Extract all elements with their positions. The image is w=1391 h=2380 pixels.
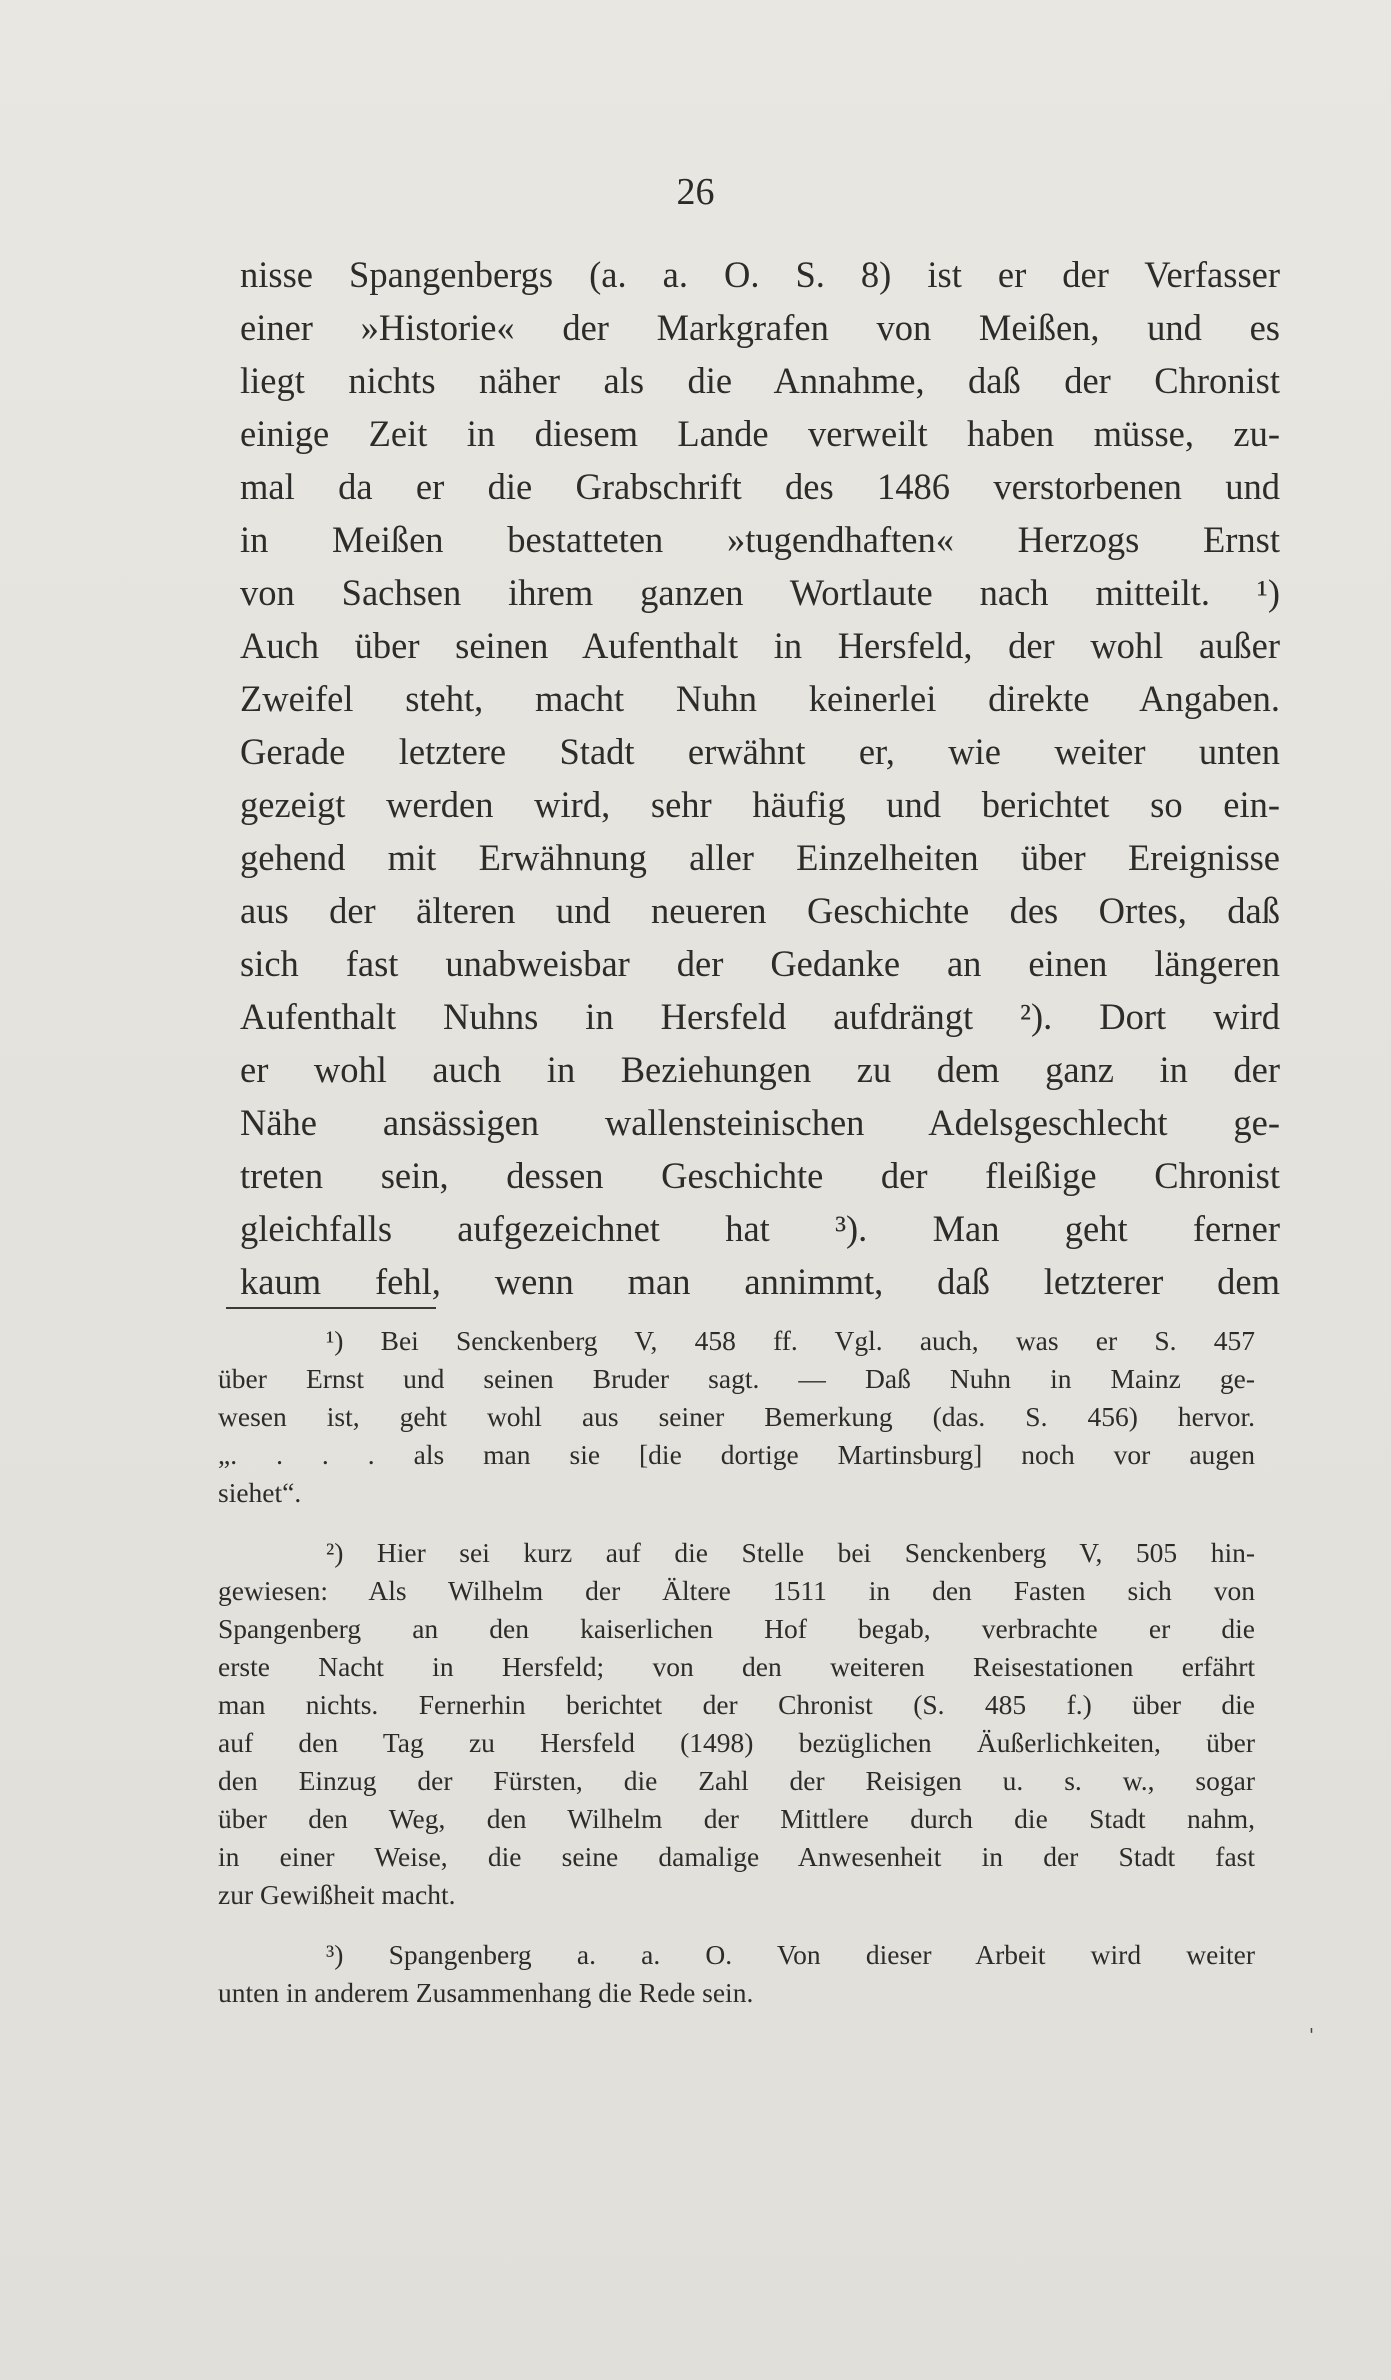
footnote-1 xyxy=(218,1322,1255,1512)
footnote-line: auf den Tag zu Hersfeld (1498) bezüglichen Äußerlichkeiten, über xyxy=(218,1727,1255,1758)
footnote-3 xyxy=(218,1936,1255,2012)
body-line: in Meißen bestatteten »tugendhaften« Herzogs Ernst xyxy=(240,519,1280,560)
body-line: Zweifel steht, macht Nuhn keinerlei direkte Angaben. xyxy=(240,678,1280,719)
body-line: Nähe ansässigen wallensteinischen Adelsgeschlecht ge- xyxy=(240,1102,1280,1143)
footnote-line: „. . . . als man sie [die dortige Martinsburg] noch vor augen xyxy=(218,1439,1255,1470)
body-line: kaum fehl, wenn man annimmt, daß letzterer dem xyxy=(240,1261,1280,1302)
body-line: Auch über seinen Aufenthalt in Hersfeld, der wohl außer xyxy=(240,625,1280,666)
body-line: sich fast unabweisbar der Gedanke an einen längeren xyxy=(240,943,1280,984)
footnote-line: den Einzug der Fürsten, die Zahl der Reisigen u. s. w., sogar xyxy=(218,1765,1255,1796)
footnote-line: über Ernst und seinen Bruder sagt. — Daß Nuhn in Mainz ge- xyxy=(218,1363,1255,1394)
footnote-line: zur Gewißheit macht. xyxy=(218,1879,456,1910)
footnote-line: unten in anderem Zusammenhang die Rede sein. xyxy=(218,1977,754,2008)
footnote-line: ¹) Bei Senckenberg V, 458 ff. Vgl. auch, was er S. 457 xyxy=(326,1325,1255,1356)
body-line: einige Zeit in diesem Lande verweilt haben müsse, zu- xyxy=(240,413,1280,454)
body-line: einer »Historie« der Markgrafen von Meißen, und es xyxy=(240,307,1280,348)
footnote-line: über den Weg, den Wilhelm der Mittlere durch die Stadt nahm, xyxy=(218,1803,1255,1834)
footnote-separator xyxy=(226,1307,436,1309)
footnote-line: Spangenberg an den kaiserlichen Hof begab, verbrachte er die xyxy=(218,1613,1255,1644)
footnote-line: ³) Spangenberg a. a. O. Von dieser Arbeit wird weiter xyxy=(326,1939,1255,1970)
page-number: 26 xyxy=(676,171,715,213)
body-line: gleichfalls aufgezeichnet hat ³). Man geht ferner xyxy=(240,1208,1280,1249)
body-line: aus der älteren und neueren Geschichte des Ortes, daß xyxy=(240,890,1280,931)
body-line: treten sein, dessen Geschichte der fleißige Chronist xyxy=(240,1155,1280,1196)
footnotes xyxy=(218,1322,1255,2034)
footnote-line: gewiesen: Als Wilhelm der Ältere 1511 in den Fasten sich von xyxy=(218,1575,1255,1606)
body-line: nisse Spangenbergs (a. a. O. S. 8) ist er der Verfasser xyxy=(240,254,1280,295)
margin-speck: ' xyxy=(1309,2025,1314,2046)
footnote-line: siehet“. xyxy=(218,1477,302,1508)
body-line: gezeigt werden wird, sehr häufig und berichtet so ein- xyxy=(240,784,1280,825)
body-line: gehend mit Erwähnung aller Einzelheiten über Ereignisse xyxy=(240,837,1280,878)
footnote-line: wesen ist, geht wohl aus seiner Bemerkung (das. S. 456) hervor. xyxy=(218,1401,1255,1432)
footnote-line: in einer Weise, die seine damalige Anwesenheit in der Stadt fast xyxy=(218,1841,1255,1872)
body-line: er wohl auch in Beziehungen zu dem ganz in der xyxy=(240,1049,1280,1090)
body-line: Gerade letztere Stadt erwähnt er, wie weiter unten xyxy=(240,731,1280,772)
footnote-2 xyxy=(218,1534,1255,1914)
footnote-line: man nichts. Fernerhin berichtet der Chronist (S. 485 f.) über die xyxy=(218,1689,1255,1720)
footnote-line: erste Nacht in Hersfeld; von den weiteren Reisestationen erfährt xyxy=(218,1651,1255,1682)
body-text xyxy=(240,248,1280,1308)
body-line: mal da er die Grabschrift des 1486 verstorbenen und xyxy=(240,466,1280,507)
body-line: von Sachsen ihrem ganzen Wortlaute nach mitteilt. ¹) xyxy=(240,572,1280,613)
body-line: liegt nichts näher als die Annahme, daß der Chronist xyxy=(240,360,1280,401)
body-line: Aufenthalt Nuhns in Hersfeld aufdrängt ²). Dort wird xyxy=(240,996,1280,1037)
footnote-line: ²) Hier sei kurz auf die Stelle bei Senckenberg V, 505 hin- xyxy=(326,1537,1255,1568)
